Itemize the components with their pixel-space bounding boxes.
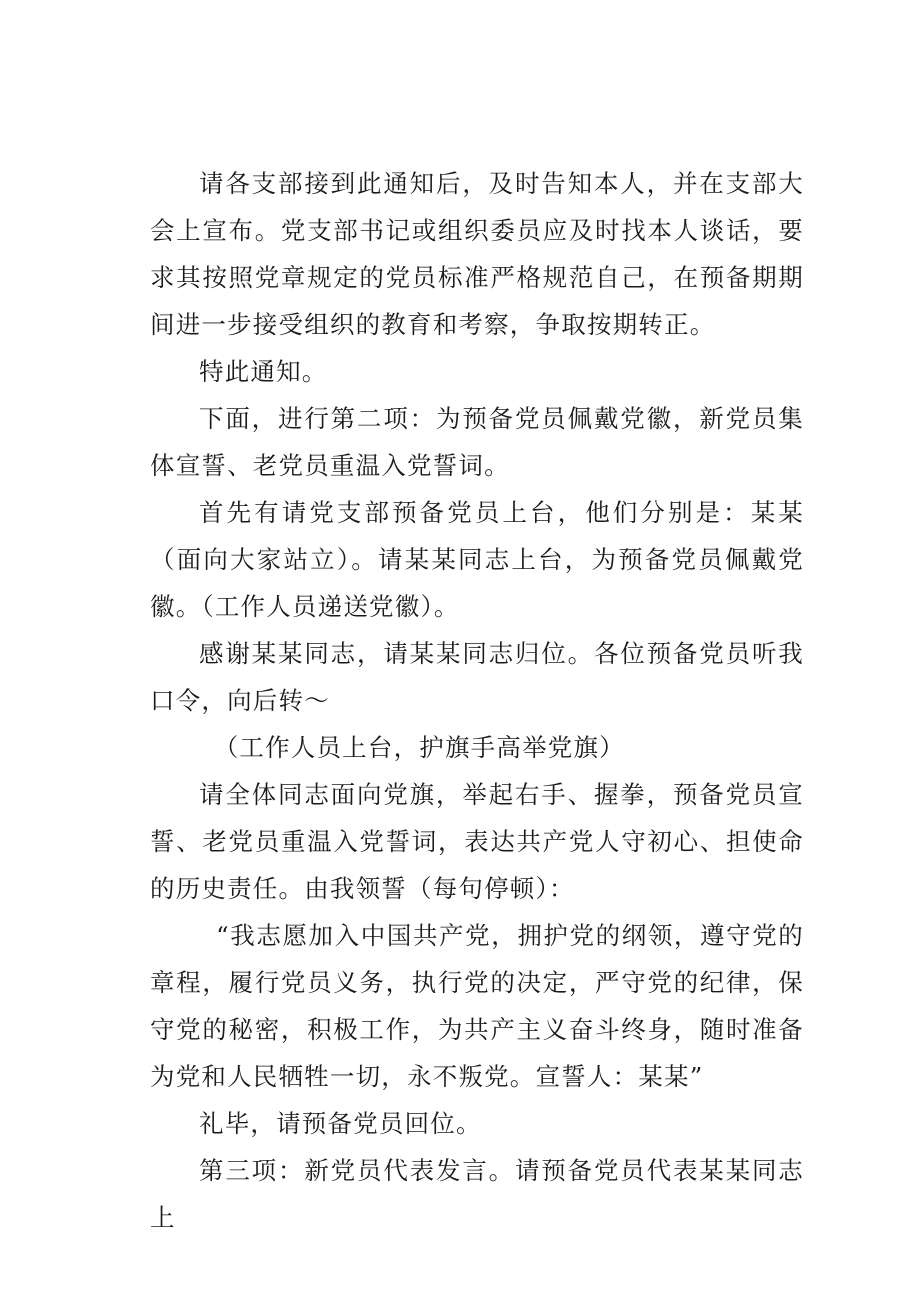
paragraph-oath-text: “我志愿加入中国共产党，拥护党的纲领，遵守党的章程，履行党员义务，执行党的决定，严守党的纪律，保守党的秘密，积极工作，为共产主义奋斗终身，随时准备为党和人民牺牲一切，永不叛党。宣誓人：某某” bbox=[150, 921, 804, 1091]
paragraph-oath-intro: 请全体同志面向党旗，举起右手、握拳，预备党员宣誓、老党员重温入党誓词，表达共产党人守初心、担使命的历史责任。由我领誓（每句停顿）： bbox=[150, 780, 804, 903]
paragraph-notice: 请各支部接到此通知后，及时告知本人，并在支部大会上宣布。党支部书记或组织委员应及时找本人谈话，要求其按照党章规定的党员标准严格规范自己，在预备期期间进一步接受组织的教育和考察，争取按期转正。 bbox=[150, 169, 804, 339]
paragraph-closing: 特此通知。 bbox=[199, 357, 328, 386]
paragraph-ceremony-end: 礼毕，请预备党员回位。 bbox=[199, 1109, 482, 1138]
document-body bbox=[150, 160, 804, 1241]
paragraph-thanks: 感谢某某同志，请某某同志归位。各位预备党员听我口令，向后转～ bbox=[150, 639, 804, 715]
paragraph-stage-direction: （工作人员上台，护旗手高举党旗） bbox=[213, 733, 625, 762]
paragraph-invite-members: 首先有请党支部预备党员上台，他们分别是：某某（面向大家站立）。请某某同志上台，为预备党员佩戴党徽。（工作人员递送党徽）。 bbox=[150, 498, 804, 621]
paragraph-item-three: 第三项：新党员代表发言。请预备党员代表某某同志上 bbox=[150, 1156, 804, 1232]
paragraph-item-two: 下面，进行第二项：为预备党员佩戴党徽，新党员集体宣誓、老党员重温入党誓词。 bbox=[150, 404, 804, 480]
